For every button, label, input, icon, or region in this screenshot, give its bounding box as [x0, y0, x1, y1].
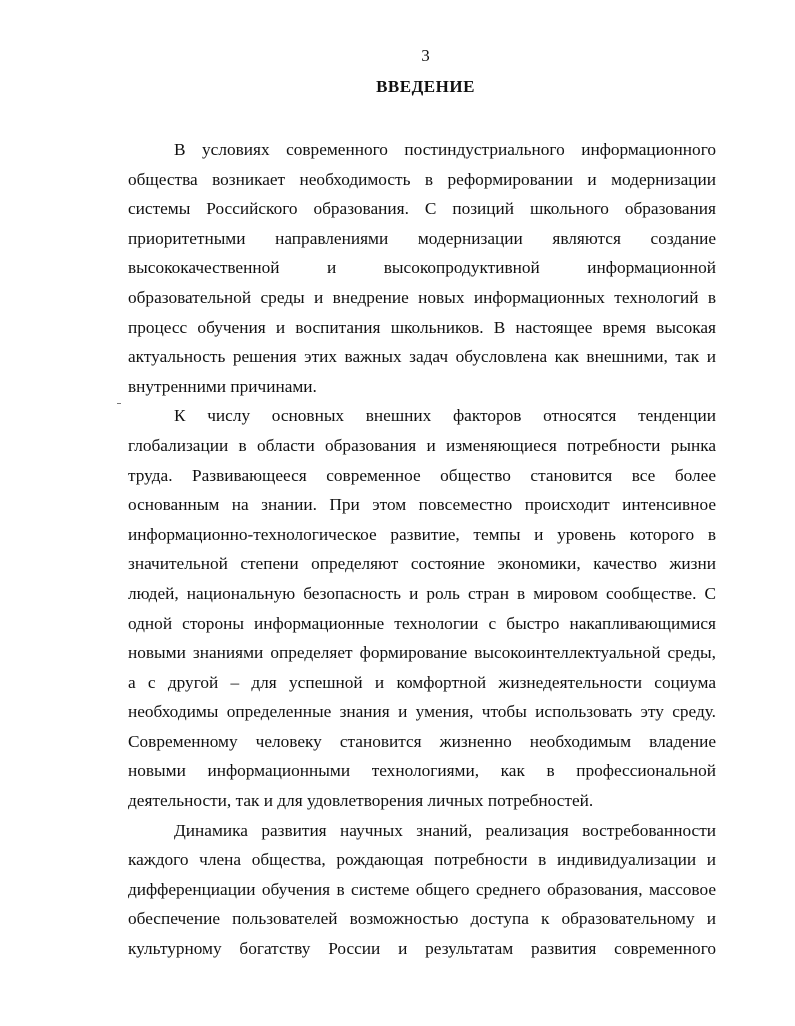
paragraph	[128, 401, 716, 815]
text-line: культурному богатству России и результатам развития современного	[128, 939, 716, 959]
scan-artifact	[117, 403, 121, 404]
paragraph	[128, 135, 716, 401]
text-line: образовательной среды и внедрение новых информационных технологий в	[128, 287, 716, 307]
text-line: внутренними причинами.	[128, 376, 317, 396]
text-line: К числу основных внешних факторов относятся тенденции	[174, 406, 716, 426]
text-line: Современному человеку становится жизненно необходимым владение	[128, 731, 716, 751]
text-line: одной стороны информационные технологии с быстро накапливающимися	[128, 613, 716, 633]
text-line: основанным на знании. При этом повсеместно происходит интенсивное	[128, 495, 716, 515]
page-number: 3	[421, 46, 430, 65]
text-line: деятельности, так и для удовлетворения личных потребностей.	[128, 791, 594, 811]
text-line: В условиях современного постиндустриального информационного	[174, 140, 716, 159]
text-line: Динамика развития научных знаний, реализация востребованности	[174, 820, 716, 840]
text-line: новыми информационными технологиями, как в профессиональной	[128, 761, 716, 781]
paragraph	[128, 816, 716, 964]
text-line: актуальность решения этих важных задач обусловлена как внешними, так и	[128, 347, 716, 367]
section-heading: ВВЕДЕНИЕ	[376, 77, 475, 96]
text-line: общества возникает необходимость в реформировании и модернизации	[128, 169, 716, 189]
text-line: а с другой – для успешной и комфортной жизнедеятельности социума	[128, 672, 716, 692]
text-line: обеспечение пользователей возможностью доступа к образовательному и	[128, 909, 716, 929]
text-line: необходимы определенные знания и умения, чтобы использовать эту среду.	[128, 702, 716, 722]
text-line: системы Российского образования. С позиций школьного образования	[128, 199, 716, 219]
text-line: глобализации в области образования и изменяющиеся потребности рынка	[128, 435, 716, 455]
body-text	[128, 135, 716, 964]
text-line: приоритетными направлениями модернизации являются создание	[128, 228, 716, 248]
text-line: каждого члена общества, рождающая потребности в индивидуализации и	[128, 850, 716, 870]
text-line: процесс обучения и воспитания школьников. В настоящее время высокая	[128, 317, 716, 337]
text-line: высококачественной и высокопродуктивной информационной	[128, 258, 716, 278]
text-line: новыми знаниями определяет формирование высокоинтеллектуальной среды,	[128, 643, 716, 663]
text-line: людей, национальную безопасность и роль стран в мировом сообществе. С	[128, 583, 716, 603]
text-line: труда. Развивающееся современное общество становится все более	[128, 465, 716, 485]
text-line: дифференциации обучения в системе общего среднего образования, массовое	[128, 879, 716, 899]
text-line: информационно-технологическое развитие, темпы и уровень которого в	[128, 524, 716, 544]
text-line: значительной степени определяют состояние экономики, качество жизни	[128, 554, 716, 574]
